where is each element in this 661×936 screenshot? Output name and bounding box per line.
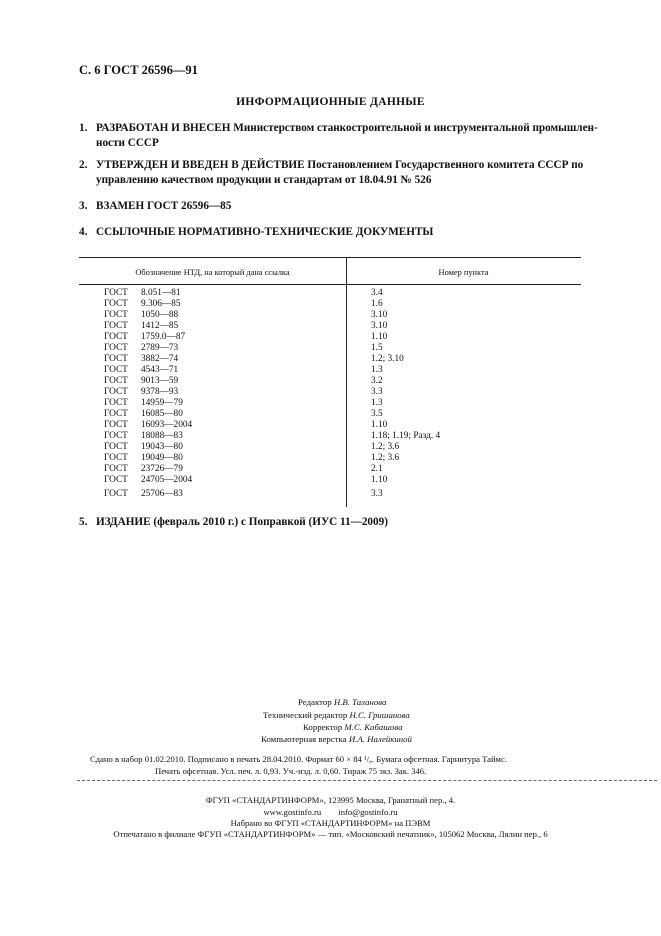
table-row: [0, 464, 661, 475]
table-row: [0, 442, 661, 453]
row-point: 3.3: [371, 387, 383, 397]
row-point: 1.10: [371, 475, 388, 485]
table-row: [0, 354, 661, 365]
table-row: [0, 365, 661, 376]
row-point: 3.10: [371, 321, 388, 331]
item-number: 1.: [79, 122, 88, 134]
row-document: 1759.0—87: [141, 332, 186, 342]
table-row: [0, 475, 661, 486]
info-item-3: [79, 199, 619, 214]
table-col1-header: Обозначение НТД, на который дана ссылка: [135, 268, 290, 277]
table-top-rule: [79, 257, 581, 258]
item-text: ВЗАМЕН ГОСТ 26596—85: [96, 200, 232, 212]
credit-corrector: [303, 722, 402, 732]
row-gost-prefix: ГОСТ: [104, 354, 128, 364]
row-point: 1.10: [371, 420, 388, 430]
table-row: [0, 332, 661, 343]
info-item-2: [79, 158, 619, 188]
credit-label: Корректор: [303, 722, 343, 732]
row-gost-prefix: ГОСТ: [104, 420, 128, 430]
table-row: [0, 431, 661, 442]
row-document: 24705—2004: [141, 475, 193, 485]
credit-label: Компьютерная верстка: [261, 734, 347, 744]
row-gost-prefix: ГОСТ: [104, 365, 128, 375]
row-point: 1.18; 1.19; Разд. 4: [371, 431, 441, 441]
row-gost-prefix: ГОСТ: [104, 299, 128, 309]
credit-name: Н.В. Таланова: [333, 697, 387, 707]
section-title: ИНФОРМАЦИОННЫЕ ДАННЫЕ: [236, 96, 425, 108]
row-document: 19043—80: [141, 442, 183, 452]
row-point: 3.2: [371, 376, 383, 386]
item-text-line2: ности СССР: [96, 137, 159, 149]
table-header-rule: [79, 284, 581, 285]
row-document: 16085—80: [141, 409, 183, 419]
info-item-4: [79, 225, 619, 240]
row-gost-prefix: ГОСТ: [104, 288, 128, 298]
credit-tech-editor: [263, 710, 410, 720]
credit-label: Редактор: [298, 697, 332, 707]
table-row: [0, 453, 661, 464]
item-number: 5.: [79, 516, 88, 528]
row-point: 1.2; 3.10: [371, 354, 404, 364]
credit-label: Технический редактор: [263, 710, 348, 720]
table-row: [0, 343, 661, 354]
table-row: [0, 489, 661, 500]
credit-layout: [261, 734, 412, 744]
row-gost-prefix: ГОСТ: [104, 489, 128, 499]
info-item-5: [79, 515, 619, 530]
row-point: 3.3: [371, 489, 383, 499]
row-gost-prefix: ГОСТ: [104, 409, 128, 419]
row-document: 9378—93: [141, 387, 179, 397]
row-gost-prefix: ГОСТ: [104, 310, 128, 320]
page-header: С. 6 ГОСТ 26596—91: [79, 63, 198, 77]
row-document: 23726—79: [141, 464, 183, 474]
row-point: 1.3: [371, 365, 383, 375]
table-row: [0, 409, 661, 420]
table-row: [0, 321, 661, 332]
row-point: 3.4: [371, 288, 383, 298]
publisher-line-2: www.gostinfo.ru info@gostinfo.ru: [263, 807, 398, 817]
row-document: 19049—80: [141, 453, 183, 463]
item-text: Министерством станкостроительной и инструментальной промышлен-: [230, 122, 598, 134]
row-point: 3.5: [371, 409, 383, 419]
credit-name: И.А. Налейкиной: [348, 734, 412, 744]
item-text: Постановлением Государственного комитета СССР по: [304, 159, 584, 171]
item-bold-text: УТВЕРЖДЕН И ВВЕДЕН В ДЕЙСТВИЕ: [96, 159, 305, 171]
credit-name: М.С. Кабашова: [344, 722, 403, 732]
row-point: 1.6: [371, 299, 383, 309]
item-number: 4.: [79, 226, 88, 238]
row-point: 3.10: [371, 310, 388, 320]
imprint-line-2: Печать офсетная. Усл. печ. л. 0,93. Уч.-изд. л. 0,60. Тираж 75 экз. Зак. 346.: [155, 766, 427, 776]
row-gost-prefix: ГОСТ: [104, 431, 128, 441]
row-document: 18088—83: [141, 431, 183, 441]
info-item-1: [79, 121, 619, 151]
row-gost-prefix: ГОСТ: [104, 453, 128, 463]
item-text-line2: управлению качеством продукции и стандартам от 18.04.91 № 526: [96, 174, 432, 186]
row-point: 1.2; 3.6: [371, 442, 400, 452]
item-bold-text: РАЗРАБОТАН И ВНЕСЕН: [96, 122, 231, 134]
row-document: 3882—74: [141, 354, 179, 364]
row-document: 8.051—81: [141, 288, 181, 298]
imprint-divider: [77, 780, 657, 781]
table-row: [0, 398, 661, 409]
row-point: 1.10: [371, 332, 388, 342]
item-number: 2.: [79, 159, 88, 171]
table-row: [0, 376, 661, 387]
item-number: 3.: [79, 200, 88, 212]
row-document: 25706—83: [141, 489, 183, 499]
row-gost-prefix: ГОСТ: [104, 475, 128, 485]
row-document: 2789—73: [141, 343, 179, 353]
credit-editor: [298, 697, 386, 707]
table-row: [0, 299, 661, 310]
row-point: 1.3: [371, 398, 383, 408]
row-gost-prefix: ГОСТ: [104, 442, 128, 452]
table-row: [0, 420, 661, 431]
row-document: 16093—2004: [141, 420, 193, 430]
row-gost-prefix: ГОСТ: [104, 321, 128, 331]
item-text: ССЫЛОЧНЫЕ НОРМАТИВНО-ТЕХНИЧЕСКИЕ ДОКУМЕНТЫ: [96, 226, 434, 238]
row-gost-prefix: ГОСТ: [104, 376, 128, 386]
publisher-line-4: Отпечатано в филиале ФГУП «СТАНДАРТИНФОРМ» — тип. «Московский печатник», 105062 Москва, Лялин пер., 6: [113, 829, 548, 839]
row-gost-prefix: ГОСТ: [104, 343, 128, 353]
row-document: 1050—88: [141, 310, 179, 320]
row-gost-prefix: ГОСТ: [104, 387, 128, 397]
row-point: 1.2; 3.6: [371, 453, 400, 463]
publisher-line-1: ФГУП «СТАНДАРТИНФОРМ», 123995 Москва, Гранатный пер., 4.: [205, 795, 456, 805]
row-gost-prefix: ГОСТ: [104, 332, 128, 342]
row-document: 9.306—85: [141, 299, 181, 309]
table-col2-header: Номер пункта: [438, 268, 489, 277]
table-row: [0, 387, 661, 398]
row-point: 1.5: [371, 343, 383, 353]
row-gost-prefix: ГОСТ: [104, 464, 128, 474]
table-row: [0, 310, 661, 321]
row-point: 2.1: [371, 464, 383, 474]
item-text: ИЗДАНИЕ (февраль 2010 г.) с Поправкой (ИУС 11—2009): [96, 516, 388, 528]
row-document: 1412—85: [141, 321, 179, 331]
publisher-line-3: Набрано во ФГУП «СТАНДАРТИНФОРМ» на ПЭВМ: [230, 818, 431, 828]
credit-name: Н.С. Гришанова: [349, 710, 410, 720]
row-document: 14959—79: [141, 398, 183, 408]
table-row: [0, 288, 661, 299]
row-document: 4543—71: [141, 365, 179, 375]
row-gost-prefix: ГОСТ: [104, 398, 128, 408]
imprint-line-1: Сдано в набор 01.02.2010. Подписано в печать 28.04.2010. Формат 60 × 84 ¹/₈. Бумага офсетная. Гарнитура Таймс.: [90, 754, 507, 764]
row-document: 9013—59: [141, 376, 179, 386]
